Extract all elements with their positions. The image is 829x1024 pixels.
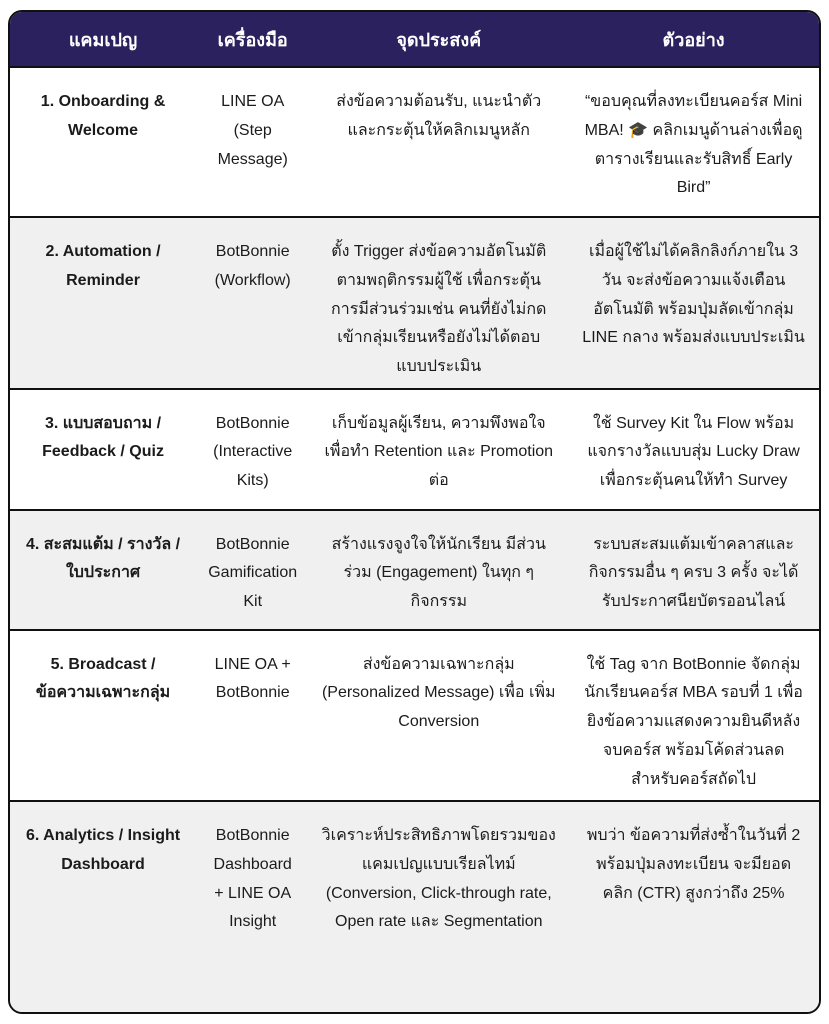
table-header-row bbox=[10, 12, 819, 68]
cell-example: ใช้ Tag จาก BotBonnie จัดกลุ่ม นักเรียนคอร์ส MBA รอบที่ 1 เพื่อ ยิงข้อความแสดงความยินดีหลัง จบคอร์ส พร้อมโค้ดส่วนลด สำหรับคอร์สถัดไป bbox=[584, 655, 803, 788]
cell-example: ใช้ Survey Kit ใน Flow พร้อม แจกรางวัลแบบสุ่ม Lucky Draw เพื่อกระตุ้นคนให้ทำ Survey bbox=[587, 414, 800, 490]
cell-tool: BotBonnie Gamification Kit bbox=[208, 535, 298, 611]
cell-tool: BotBonnie (Workflow) bbox=[214, 243, 291, 289]
cell-example: ระบบสะสมแต้มเข้าคลาสและ กิจกรรมอื่น ๆ ครบ 3 ครั้ง จะได้ รับประกาศนียบัตรออนไลน์ bbox=[588, 535, 799, 611]
cell-tool: BotBonnie Dashboard + LINE OA Insight bbox=[213, 827, 292, 931]
cell-purpose: ตั้ง Trigger ส่งข้อความอัตโนมัติ ตามพฤติกรรมผู้ใช้ เพื่อกระตุ้น การมีส่วนร่วมเช่น คนที่ยังไม่กด เข้ากลุ่มเรียนหรือยังไม่ได้ตอบ แบบประเมิน bbox=[331, 243, 547, 376]
header-example: ตัวอย่าง bbox=[662, 29, 725, 50]
cell-purpose: สร้างแรงจูงใจให้นักเรียน มีส่วน ร่วม (Engagement) ในทุก ๆ กิจกรรม bbox=[331, 535, 546, 611]
cell-campaign: 3. แบบสอบถาม / Feedback / Quiz bbox=[42, 414, 164, 461]
cell-purpose: ส่งข้อความต้อนรับ, แนะนำตัว และกระตุ้นให้คลิกเมนูหลัก bbox=[336, 93, 542, 139]
cell-example: พบว่า ข้อความที่ส่งซ้ำในวันที่ 2 พร้อมปุ่มลงทะเบียน จะมียอด คลิก (CTR) สูงกว่าถึง 25% bbox=[586, 827, 801, 902]
header-purpose: จุดประสงค์ bbox=[396, 29, 482, 50]
cell-example: เมื่อผู้ใช้ไม่ได้คลิกลิงก์ภายใน 3 วัน จะส่งข้อความแจ้งเตือนอัตโนมัติ พร้อมปุ่มลัดเข้ากลุ่ม LINE กลาง พร้อมส่งแบบประเมิน bbox=[582, 243, 805, 347]
table-row bbox=[10, 629, 819, 801]
cell-campaign: 5. Broadcast / ข้อความเฉพาะกลุ่ม bbox=[35, 655, 171, 702]
table-row bbox=[10, 68, 819, 216]
cell-purpose: เก็บข้อมูลผู้เรียน, ความพึงพอใจ เพื่อทำ Retention และ Promotion ต่อ bbox=[324, 414, 554, 490]
cell-campaign: 6. Analytics / Insight Dashboard bbox=[25, 827, 181, 873]
table-row bbox=[10, 509, 819, 629]
cell-campaign: 4. สะสมแต้ม / รางวัล / ใบประกาศ bbox=[25, 535, 181, 582]
header-tool: เครื่องมือ bbox=[217, 29, 288, 50]
cell-campaign: 1. Onboarding & Welcome bbox=[40, 93, 166, 139]
cell-tool: BotBonnie (Interactive Kits) bbox=[213, 414, 293, 490]
cell-example: “ขอบคุณที่ลงทะเบียนคอร์ส Mini MBA! 🎓 คลิกเมนูด้านล่างเพื่อดู ตารางเรียนและรับสิทธิ์ Early Bird” bbox=[584, 93, 803, 197]
cell-purpose: วิเคราะห์ประสิทธิภาพโดยรวมของ แคมเปญแบบเรียลไทม์ (Conversion, Click-through rate, Open rate และ Segmentation bbox=[321, 827, 556, 931]
table-row bbox=[10, 800, 819, 1012]
table-row bbox=[10, 216, 819, 388]
table-row bbox=[10, 388, 819, 509]
header-campaign: แคมเปญ bbox=[68, 29, 138, 50]
cell-purpose: ส่งข้อความเฉพาะกลุ่ม (Personalized Message) เพื่อ เพิ่ม Conversion bbox=[321, 655, 556, 731]
campaign-table bbox=[8, 10, 821, 1014]
cell-campaign: 2. Automation / Reminder bbox=[45, 243, 161, 289]
cell-tool: LINE OA (Step Message) bbox=[217, 93, 288, 168]
cell-tool: LINE OA + BotBonnie bbox=[214, 655, 291, 702]
